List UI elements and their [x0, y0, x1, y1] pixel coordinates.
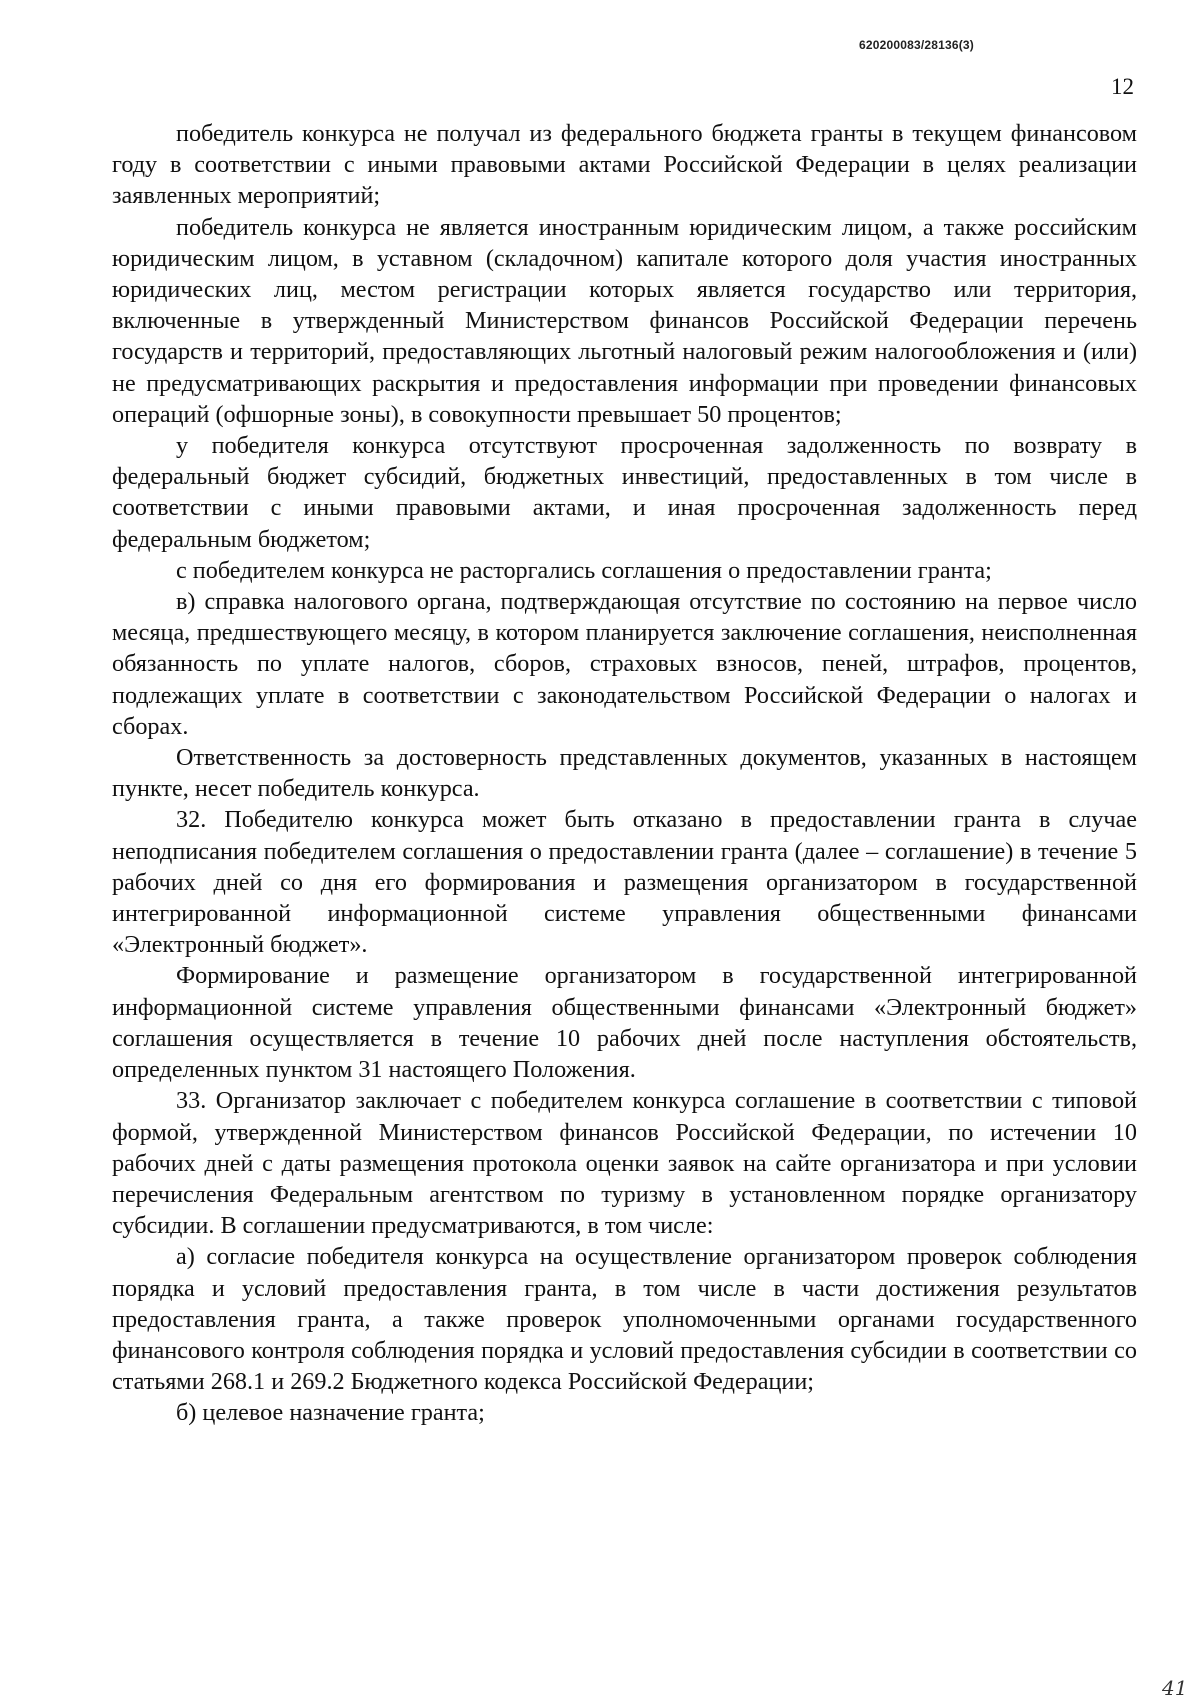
paragraph-4: с победителем конкурса не расторгались соглашения о предоставлении гранта; — [176, 556, 992, 584]
paragraph-5: в) справка налогового органа, подтверждающая отсутствие по состоянию на первое число месяца, предшествующего месяцу, в котором планируется заключение соглашения, неисполненная обязанность по уплате налогов, сборов, страховых взносов, пеней, штрафов, процентов, подлежащих уплате в соответствии с законодательством Российской Федерации о налогах и сборах. — [112, 588, 1137, 740]
handwritten-page-mark: 41 — [1162, 1676, 1188, 1700]
paragraph-11: б) целевое назначение гранта; — [176, 1399, 485, 1427]
paragraph-6: Ответственность за достоверность представленных документов, указанных в настоящем пункте, несет победитель конкурса. — [112, 744, 1137, 803]
page-number: 12 — [1111, 74, 1134, 99]
paragraph-10: а) согласие победителя конкурса на осуществление организатором проверок соблюдения порядка и условий предоставления гранта, в том числе в части достижения результатов предоставления гранта, а также проверок уполномоченными органами государственного финансового контроля соблюдения порядка и условий предоставления субсидии в соответствии со статьями 268.1 и 269.2 Бюджетного кодекса Российской Федерации; — [112, 1243, 1137, 1396]
document-body — [112, 118, 1137, 1429]
paragraph-2: победитель конкурса не является иностранным юридическим лицом, а также российским юридическим лицом, в уставном (складочном) капитале которого доля участия иностранных юридических лиц, местом регистрации которых является государство или территория, включенные в утвержденный Министерством финансов Российской Федерации перечень государств и территорий, предоставляющих льготный налоговый режим налогообложения и (или) не предусматривающих раскрытия и предоставления информации при проведении финансовых операций (офшорные зоны), в совокупности превышает 50 процентов; — [112, 213, 1137, 428]
document-code: 620200083/28136(3) — [858, 38, 974, 52]
paragraph-8: Формирование и размещение организатором в государственной интегрированной информационной системе управления общественными финансами «Электронный бюджет» соглашения осуществляется в течение 10 рабочих дней после наступления обстоятельств, определенных пунктом 31 настоящего Положения. — [112, 962, 1137, 1084]
paragraph-7: 32. Победителю конкурса может быть отказано в предоставлении гранта в случае неподписания победителем соглашения о предоставлении гранта (далее – соглашение) в течение 5 рабочих дней со дня его формирования и размещения организатором в государственной интегрированной информационной системе управления общественными финансами «Электронный бюджет». — [112, 806, 1137, 959]
paragraph-9: 33. Организатор заключает с победителем конкурса соглашение в соответствии с типовой формой, утвержденной Министерством финансов Российской Федерации, по истечении 10 рабочих дней с даты размещения протокола оценки заявок на сайте организатора и при условии перечисления Федеральным агентством по туризму в установленном порядке организатору субсидии. В соглашении предусматриваются, в том числе: — [112, 1087, 1137, 1240]
paragraph-1: победитель конкурса не получал из федерального бюджета гранты в текущем финансовом году в соответствии с иными правовыми актами Российской Федерации в целях реализации заявленных мероприятий; — [112, 120, 1137, 210]
paragraph-3: у победителя конкурса отсутствуют просроченная задолженность по возврату в федеральный бюджет субсидий, бюджетных инвестиций, предоставленных в том числе в соответствии с иными правовыми актами, и иная просроченная задолженность перед федеральным бюджетом; — [112, 432, 1137, 553]
